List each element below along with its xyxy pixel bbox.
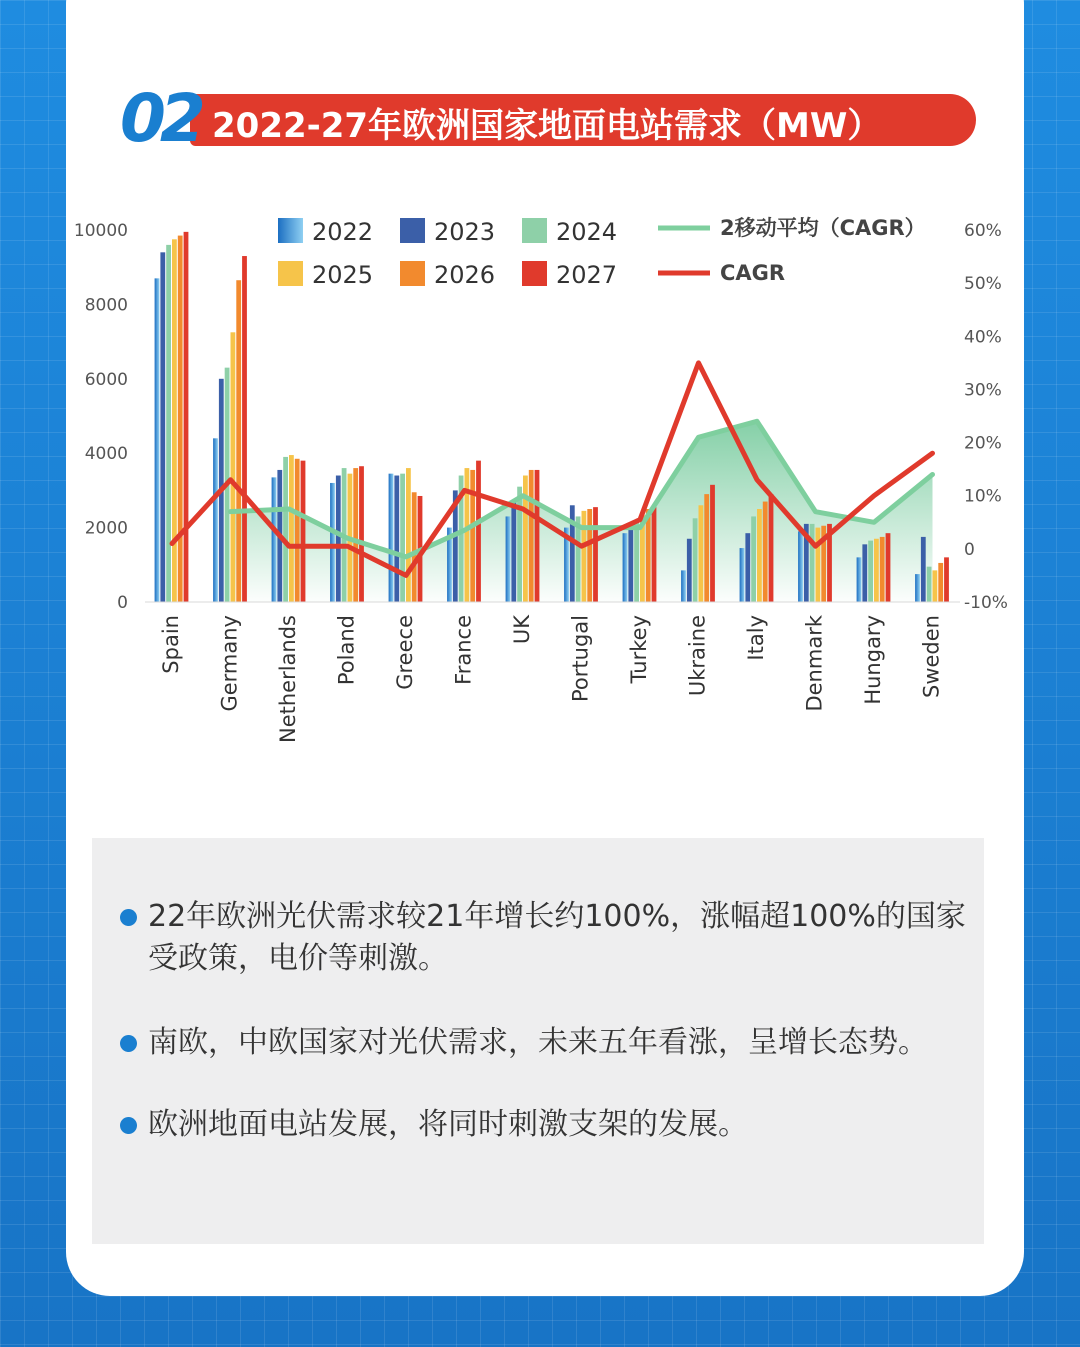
y2-tick-label: 50% [964,274,1002,295]
bar-2027 [886,533,891,602]
page-title: 2022-27年欧洲国家地面电站需求（MW） [212,106,882,146]
x-tick-label: Turkey [627,615,651,684]
bar-2022 [213,438,218,602]
legend-swatch-2023 [400,218,425,243]
legend-swatch-2027 [522,261,547,286]
bar-2022 [623,533,628,602]
bar-2024 [927,567,932,602]
bar-2026 [529,470,534,602]
x-tick-label: Italy [744,615,768,661]
bar-2023 [336,476,341,602]
bar-2025 [757,509,762,602]
legend-swatch-2026 [400,261,425,286]
x-tick-label: France [451,615,476,685]
bar-2024 [166,245,171,602]
bar-2027 [710,485,715,602]
y-tick-label: 4000 [84,444,128,465]
y-tick-label: 6000 [84,369,128,390]
y-tick-label: 8000 [84,295,128,316]
bar-2027 [476,461,481,602]
x-tick-label: Hungary [861,615,885,705]
bar-2026 [412,492,417,602]
bullet-dot [120,1035,137,1052]
bar-2022 [389,474,394,602]
y2-tick-label: -10% [964,593,1008,613]
y2-tick-label: 20% [964,433,1002,454]
section-title [120,80,980,157]
note-text: 南欧，中欧国家对光伏需求，未来五年看涨，呈增长态势。 [148,1025,928,1060]
x-tick-label: Spain [159,615,183,674]
bar-2026 [236,280,241,602]
bar-2022 [330,483,335,602]
bar-2025 [172,239,177,602]
y2-tick-label: 60% [964,221,1002,241]
bar-2027 [593,507,598,602]
bar-2025 [699,505,704,602]
bar-2026 [178,236,183,602]
bar-2024 [283,457,288,602]
bar-2022 [915,574,920,602]
x-tick-label: Denmark [802,615,827,712]
bar-2027 [652,507,657,602]
bar-2026 [938,563,943,602]
notes-panel [92,838,984,1244]
bar-2024 [517,487,522,602]
bar-2026 [763,502,768,602]
bar-2023 [160,252,165,602]
bar-2022 [798,531,803,602]
note-item [120,1104,988,1146]
bar-2027 [184,232,189,602]
bar-2024 [400,474,405,602]
bar-2025 [582,511,587,602]
bar-2022 [857,557,862,602]
bar-2023 [862,544,867,602]
bar-2026 [646,509,651,602]
bar-2022 [272,477,277,602]
y2-tick-label: 40% [964,327,1002,348]
bar-2023 [687,539,692,602]
bullet-dot [120,1117,137,1134]
x-tick-label: Greece [393,615,417,690]
bar-2025 [874,539,879,602]
bar-2022 [740,548,745,602]
x-tick-label: Germany [217,615,242,712]
bar-2027 [242,256,247,602]
bar-2022 [506,516,511,602]
legend-label: 2025 [312,261,374,289]
x-tick-label: Poland [334,615,359,686]
bar-2027 [359,466,364,602]
y2-tick-label: 30% [964,380,1002,401]
bar-2025 [816,528,821,602]
bar-2024 [693,518,698,602]
bar-2027 [301,461,306,602]
bar-2024 [751,516,756,602]
x-tick-label: Ukraine [685,615,710,697]
legend-label: 2移动平均（CAGR） [720,216,926,240]
legend-label: 2024 [556,218,618,246]
bar-2024 [868,541,873,602]
bar-2025 [289,455,294,602]
note-item [120,896,988,980]
bar-2025 [231,332,236,602]
bar-2024 [634,520,639,602]
legend-label: 2023 [434,218,496,246]
bar-2026 [587,509,592,602]
y-tick-label: 10000 [73,221,128,241]
bar-2027 [944,557,949,602]
bar-2026 [880,537,885,602]
bar-2022 [155,278,160,602]
bar-2026 [353,468,358,602]
note-item [120,1022,988,1064]
legend-label: 2022 [312,218,374,246]
bar-2027 [769,494,774,602]
bar-2025 [406,468,411,602]
note-text: 22年欧洲光伏需求较21年增长约100%，涨幅超100%的国家受政策，电价等刺激。 [148,899,966,976]
legend-label: 2027 [556,261,618,289]
legend-swatch-2022 [278,218,303,243]
x-tick-label: Portugal [568,615,593,702]
y2-tick-label: 0 [964,539,975,560]
y-tick-label: 2000 [84,518,128,539]
section-number: 02 [120,80,200,157]
bar-2024 [810,524,815,602]
demand-chart [60,190,1020,790]
legend-swatch-2025 [278,261,303,286]
y-tick-label: 0 [117,593,128,613]
legend-swatch-2024 [522,218,547,243]
x-tick-label: UK [510,615,534,645]
legend-label: CAGR [720,261,786,285]
bar-2026 [295,459,300,602]
bar-2023 [511,502,516,602]
bar-2023 [745,533,750,602]
legend-label: 2026 [434,261,496,289]
bar-2025 [933,570,938,602]
bullet-dot [120,909,137,926]
bar-2022 [681,570,686,602]
x-tick-label: Netherlands [276,615,300,744]
bar-2027 [535,470,540,602]
bar-2023 [394,476,399,602]
bar-2023 [921,537,926,602]
bar-2026 [470,470,475,602]
y2-tick-label: 10% [964,486,1002,507]
bar-2023 [628,524,633,602]
note-text: 欧洲地面电站发展，将同时刺激支架的发展。 [148,1107,748,1142]
x-tick-label: Sweden [919,615,944,698]
bar-2026 [704,494,709,602]
